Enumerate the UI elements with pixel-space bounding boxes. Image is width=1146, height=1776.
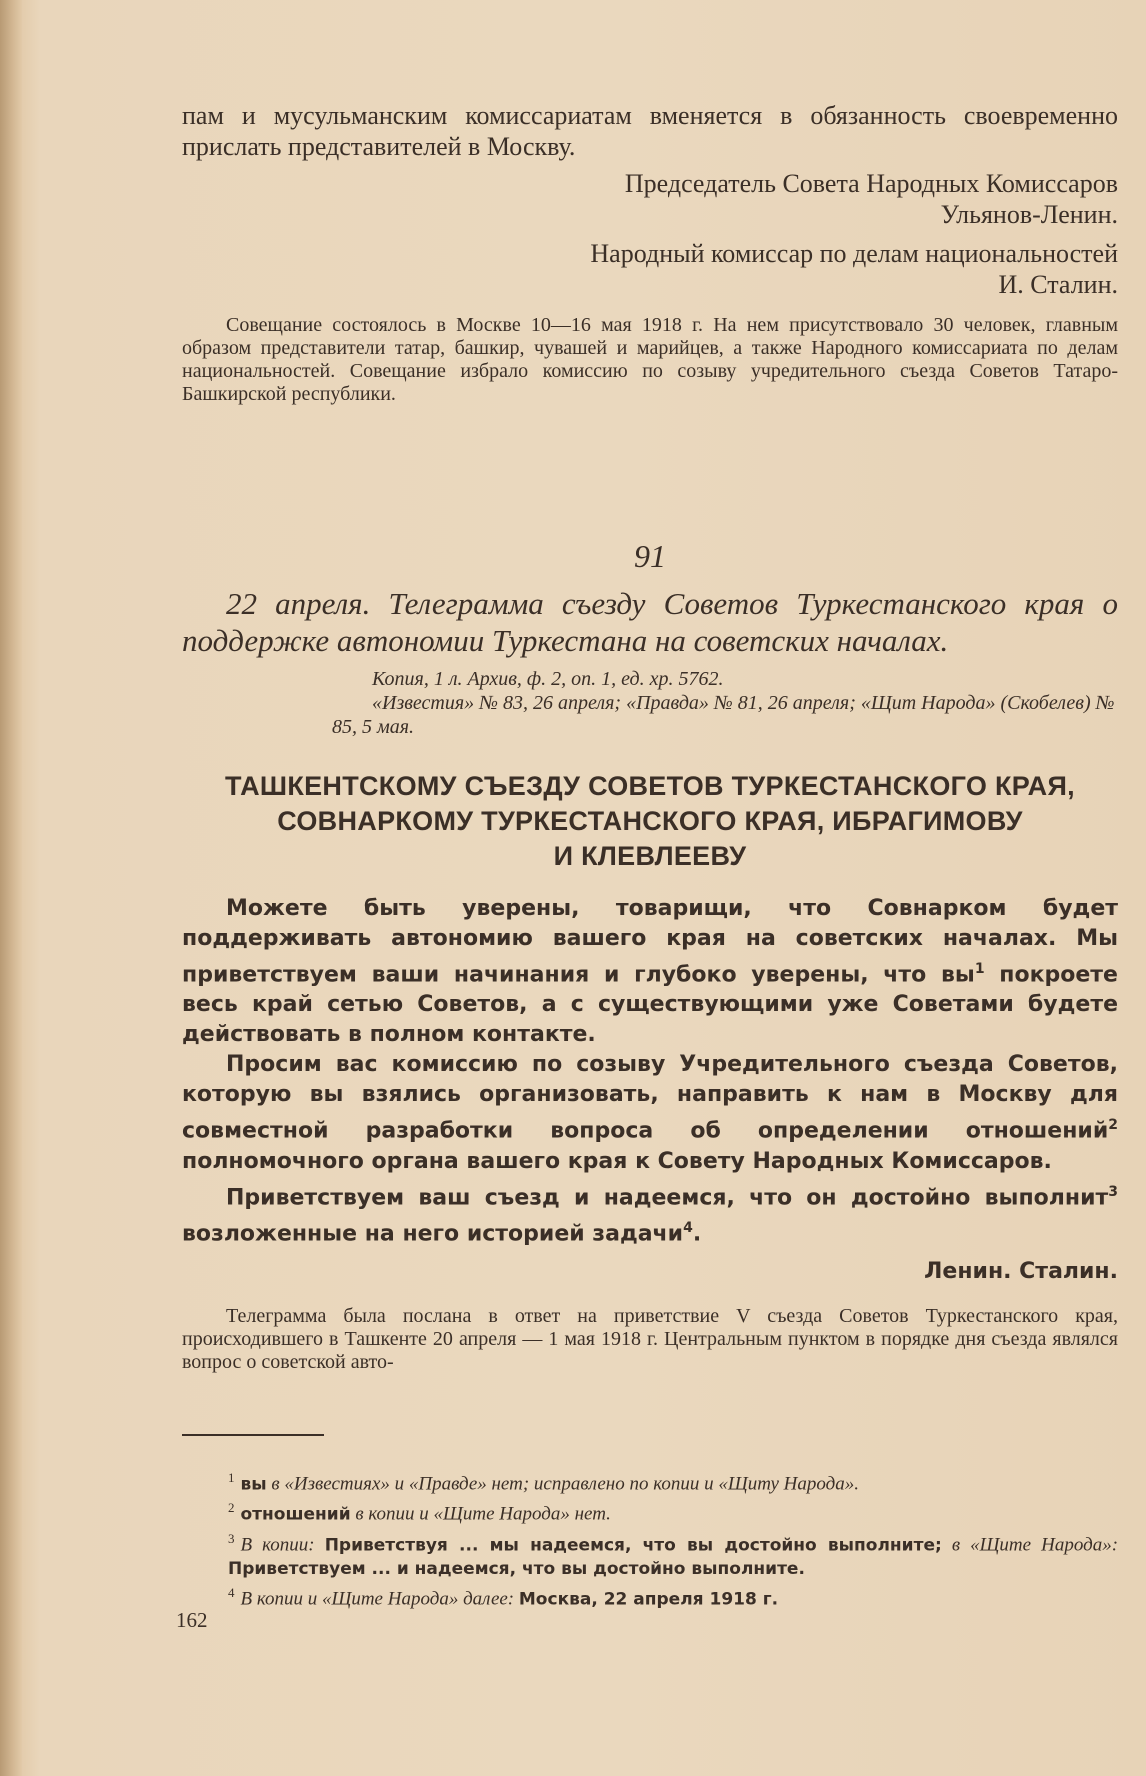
- heading-line-3: И КЛЕВЛЕЕВУ: [553, 841, 747, 871]
- signature-name-2: И. Сталин.: [998, 270, 1118, 299]
- signature-name-1: Ульянов-Ленин.: [940, 200, 1118, 229]
- continued-paragraph: пам и мусульманским комиссариатам вменяется в обязанность своевременно прислать представителей в Москву.: [182, 101, 1118, 161]
- intro-block: [182, 100, 1118, 406]
- footnote-2: $^2$ отношений в копии и «Щите Народа» нет.: [228, 1500, 611, 1525]
- source-line-2: «Известия» № 83, 26 апреля; «Правда» № 81, 26 апреля; «Щит Народа» (Скобелев) № 85, 5 мая.: [332, 692, 1115, 738]
- book-spine: [0, 0, 22, 1776]
- footnote-ref-2: 2: [1108, 1117, 1118, 1134]
- heading-line-1: ТАШКЕНТСКОМУ СЪЕЗДУ СОВЕТОВ ТУРКЕСТАНСКОГО КРАЯ,: [225, 771, 1075, 801]
- telegram-paragraph-1: Можете быть уверены, товарищи, что Совнарком будет поддерживать автономию вашего края на советских началах. Мы приветствуем ваши начинания и глубоко уверены, что $вы^1$ покроете весь край сетью Советов, а с существующими уже Советами будете действовать в полном контакте.: [182, 896, 1118, 1048]
- telegram-signature: Ленин. Сталин.: [924, 1259, 1118, 1285]
- editorial-note-2: Телеграмма была послана в ответ на приветствие V съезда Советов Туркестанского края, происходившего в Ташкенте 20 апреля — 1 мая 1918 г. Центральным пунктом в порядке дня съезда являлся вопрос о советской авто-: [182, 1305, 1118, 1374]
- footnote-ref-3: 3: [1108, 1183, 1118, 1200]
- document-number: 91: [634, 538, 666, 574]
- source-line-1: Копия, 1 л. Архив, ф. 2, оп. 1, ед. хр. 5762.: [372, 668, 724, 690]
- signature-title-1: Председатель Совета Народных Комиссаров: [624, 169, 1118, 198]
- heading-line-2: СОВНАРКОМУ ТУРКЕСТАНСКОГО КРАЯ, ИБРАГИМОВУ: [277, 806, 1023, 836]
- signature-title-2: Народный комиссар по делам национальностей: [590, 239, 1118, 268]
- footnote-ref-1: 1: [974, 961, 985, 977]
- document-title: 22 апреля. Телеграмма съезду Советов Туркестанского края о поддержке автономии Туркестана на советских началах.: [182, 586, 1118, 658]
- footnote-1: $^1$ вы в «Известиях» и «Правде» нет; исправлено по копии и «Щиту Народа».: [228, 1470, 859, 1495]
- footnote-ref-4: 4: [683, 1219, 693, 1236]
- footnote-3: $^3$ В копии: Приветствуя ... мы надеемся, что вы достойно выполните; в «Щите Народа»: Приветствуем ... и надеемся, что вы достойно выполните.: [228, 1530, 1119, 1579]
- footnote-4: $^4$ В копии и «Щите Народа» далее: Москва, 22 апреля 1918 г.: [228, 1584, 779, 1610]
- footnote-rule: [182, 1434, 324, 1436]
- source-block: [182, 667, 1118, 739]
- editorial-note-1: Совещание состоялось в Москве 10—16 мая 1918 г. На нем присутствовало 30 человек, главным образом представители татар, башкир, чувашей и марийцев, а также Народного комиссариата по делам национальностей. Совещание избрало комиссию по созыву учредительного съезда Советов Татаро-Башкирской республики.: [182, 314, 1118, 405]
- document-91: [182, 538, 1118, 1374]
- telegram-paragraph-3: Приветствуем ваш съезд и надеемся, что он достойно выполнит$^3$ возложенные на него историей задачи$^4$.: [182, 1183, 1118, 1247]
- footnotes: [182, 1434, 1118, 1611]
- telegram-paragraph-2: Просим вас комиссию по созыву Учредительного съезда Советов, которую вы взялись организовать, направить к нам в Москву для совместной разработки вопроса об определении отношений$^2$ полномочного органа вашего края к Совету Народных Комиссаров.: [182, 1052, 1118, 1174]
- address-heading: [182, 769, 1118, 874]
- page-number: 162: [176, 1608, 208, 1632]
